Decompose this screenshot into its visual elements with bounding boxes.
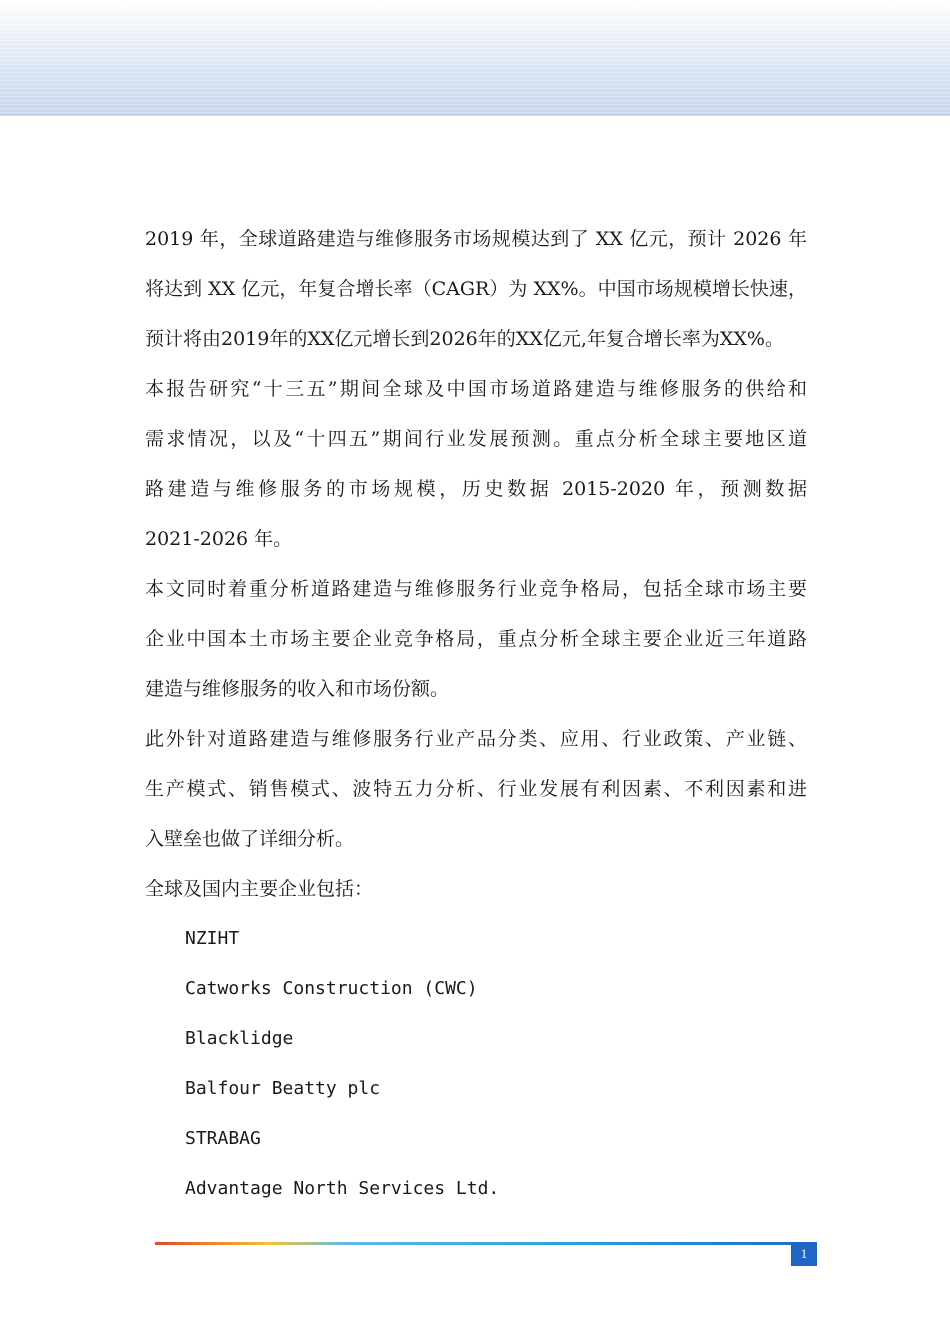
text-line: 企业中国本土市场主要企业竞争格局，重点分析全球主要企业近三年道路 [145, 628, 807, 650]
text-line: 2021-2026 年。 [145, 528, 293, 550]
header-band [0, 0, 950, 116]
document-body [145, 214, 807, 1214]
company-item: Catworks Construction (CWC) [185, 978, 478, 999]
footer-divider [155, 1242, 793, 1245]
text-line: 预计将由2019年的XX亿元增长到2026年的XX亿元,年复合增长率为XX%。 [145, 328, 784, 350]
company-list [145, 914, 807, 1214]
text-line: 生产模式、销售模式、波特五力分析、行业发展有利因素、不利因素和进 [145, 778, 807, 800]
company-item: Advantage North Services Ltd. [185, 1178, 500, 1199]
text-line: 建造与维修服务的收入和市场份额。 [145, 678, 450, 700]
text-line: 将达到 XX 亿元，年复合增长率（CAGR）为 XX%。中国市场规模增长快速， [145, 278, 807, 300]
page-number: 1 [791, 1242, 817, 1266]
company-item: STRABAG [185, 1128, 261, 1149]
paragraph-companies-intro [145, 864, 807, 914]
text-line: 入壁垒也做了详细分析。 [145, 828, 355, 850]
company-item: NZIHT [185, 928, 240, 949]
text-line: 2019 年，全球道路建造与维修服务市场规模达到了 XX 亿元，预计 2026 年 [145, 228, 807, 250]
text-line: 本报告研究“十三五”期间全球及中国市场道路建造与维修服务的供给和 [145, 378, 807, 400]
company-item: Balfour Beatty plc [185, 1078, 381, 1099]
text-line: 需求情况，以及“十四五”期间行业发展预测。重点分析全球主要地区道 [145, 428, 807, 450]
text-line: 路建造与维修服务的市场规模，历史数据 2015-2020 年，预测数据 [145, 478, 807, 500]
paragraph-analysis [145, 714, 807, 864]
text-line: 本文同时着重分析道路建造与维修服务行业竞争格局，包括全球市场主要 [145, 578, 807, 600]
paragraph-market-size [145, 214, 807, 364]
paragraph-competition [145, 564, 807, 714]
text-line: 全球及国内主要企业包括： [145, 878, 374, 900]
company-item: Blacklidge [185, 1028, 294, 1049]
paragraph-research-scope [145, 364, 807, 564]
text-line: 此外针对道路建造与维修服务行业产品分类、应用、行业政策、产业链、 [145, 728, 807, 750]
